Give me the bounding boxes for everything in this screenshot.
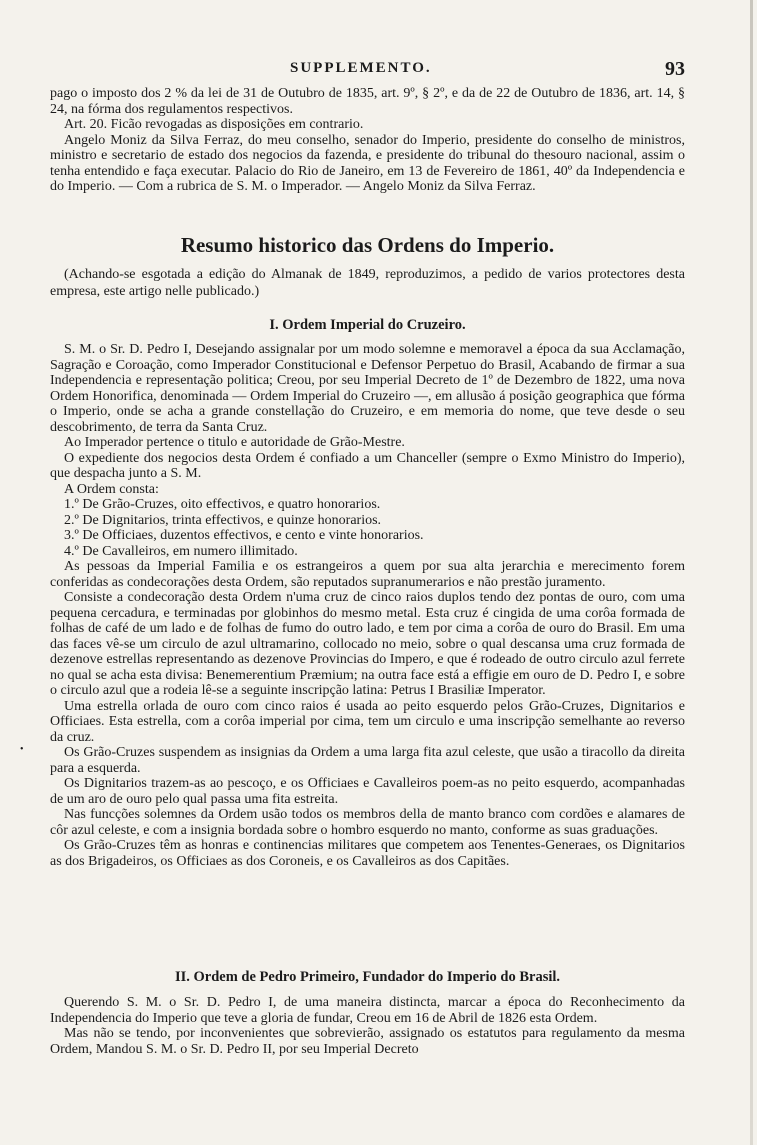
section-1-heading: I. Ordem Imperial do Cruzeiro.	[269, 317, 466, 333]
section-1-list-item: 1.º De Grão-Cruzes, oito effectivos, e quatro honorarios.	[64, 497, 381, 512]
decree-article-20: Art. 20. Ficão revogadas as disposições em contrario.	[64, 117, 364, 132]
page-edge	[750, 0, 753, 1145]
section-1-paragraph-1: S. M. o Sr. D. Pedro I, Desejando assignalar por um modo solemne e memoravel a época da sua Acclamação, Sagração e Coroação, como Imperador Constitucional e Defensor Perpetuo do Brasil, Acabando de firmar a sua Independencia e representação politica; Creou, por seu Imperial Decreto de 1º de Dezembro de 1822, uma nova Ordem Honorifica, denominada — Ordem Imperial do Cruzeiro —, em allusão á posição geographica que fórma o Imperio, onde se acha a grande constellação do Cruzeiro, e em memoria do nome, que teve desde o seu descobrimento, de terra da Santa Cruz.	[50, 342, 685, 435]
section-1-paragraph-10: Nas funcções solemnes da Ordem usão todos os membros della de manto branco com cordões e alamares de côr azul celeste, e com a insignia bordada sobre o hombro esquerdo no manto, conforme as suas graduações.	[50, 807, 685, 838]
running-head: SUPPLEMENTO.	[290, 60, 432, 76]
decree-signature: Angelo Moniz da Silva Ferraz, do meu conselho, senador do Imperio, presidente do conselho de ministros, ministro e secretario de estado dos negocios da fazenda, e presidente do tribunal do thesouro nacional, assim o tenha entendido e faça executar. Palacio do Rio de Janeiro, em 13 de Fevereiro de 1861, 40º da Independencia e do Imperio. — Com a rubrica de S. M. o Imperador. — Angelo Moniz da Silva Ferraz.	[50, 132, 685, 194]
section-1-paragraph-7: Uma estrella orlada de ouro com cinco raios é usada ao peito esquerdo pelos Grão-Cruzes, Dignitarios e Officiaes. Esta estrella, com a corôa imperial por cima, tem um circulo e uma inscripção semelhante ao reverso da cruz.	[50, 698, 685, 745]
section-2-paragraph-1: Querendo S. M. o Sr. D. Pedro I, de uma maneira distincta, marcar a época do Reconhecimento da Independencia do Imperio que teve a gloria de fundar, Creou em 16 de Abril de 1826 esta Ordem.	[50, 995, 685, 1026]
main-title-block	[50, 232, 685, 258]
section-2-body	[50, 995, 685, 1057]
section-1-paragraph-4: A Ordem consta:	[64, 481, 159, 497]
section-1-list-item: 4.º De Cavalleiros, em numero illimitado.	[64, 543, 298, 559]
decree-line-1: pago o imposto dos 2 % da lei de 31 de Outubro de 1835, art. 9º, § 2º, e da de 22 de Outubro de 1836, art. 14, § 24, na fórma dos regulamentos respectivos.	[50, 86, 685, 117]
section-1-paragraph-8: Os Grão-Cruzes suspendem as insignias da Ordem a uma larga fita azul celeste, que usão a tiracollo da direita para a esquerda.	[50, 745, 685, 776]
section-2-heading-block	[50, 968, 685, 986]
section-1-body	[50, 342, 685, 869]
section-1-paragraph-2: Ao Imperador pertence o titulo e autoridade de Grão-Mestre.	[64, 435, 405, 450]
section-1-paragraph-11: Os Grão-Cruzes têm as honras e continencias militares que competem aos Tenentes-Generaes, os Dignitarios as dos Brigadeiros, os Officiaes as dos Coroneis, e os Cavalleiros as dos Capitães.	[50, 838, 685, 869]
section-1-heading-block	[50, 316, 685, 334]
section-1-paragraph-3: O expediente dos negocios desta Ordem é confiado a um Chanceller (sempre o Exmo Ministro do Imperio), que despacha junto a S. M.	[50, 450, 685, 481]
section-2-paragraph-2: Mas não se tendo, por inconvenientes que sobrevierão, assignado os estatutos para regulamento da mesma Ordem, Mandou S. M. o Sr. D. Pedro II, por seu Imperial Decreto	[50, 1026, 685, 1057]
intro-block	[50, 266, 685, 300]
margin-mark: •	[20, 744, 24, 755]
intro-note: (Achando-se esgotada a edição do Almanak de 1849, reproduzimos, a pedido de varios protectores desta empresa, este artigo nelle publicado.)	[50, 267, 685, 299]
page-number: 93	[665, 58, 685, 80]
main-title: Resumo historico das Ordens do Imperio.	[180, 233, 555, 257]
section-1-paragraph-6: Consiste a condecoração desta Ordem n'uma cruz de cinco raios duplos tendo dez pontas de ouro, com uma pequena cercadura, e terminadas por globinhos do mesmo metal. Esta cruz é cingida de uma corôa formada de folhas de café de um lado e de folhas de fumo do outro lado, e tem por cima a corôa de ouro do Brasil. Em uma das faces vê-se um circulo de azul ultramarino, collocado no meio, sobre o qual descansa uma cruz formada de dezenove estrellas representando as dezenove Provincias do Impero, e que é rodeado de outro circulo azul ferrete no qual se acha esta divisa: Benemerentium Præmium; na outra face está a effigie em ouro de D. Pedro I, e sobre o circulo azul que a rodeia lê-se a seguinte inscripção latina: Petrus I Brasiliæ Imperator.	[50, 590, 685, 698]
section-1-list-item: 2.º De Dignitarios, trinta effectivos, e quinze honorarios.	[64, 512, 382, 528]
section-2-heading: II. Ordem de Pedro Primeiro, Fundador do Imperio do Brasil.	[174, 969, 561, 985]
section-1-paragraph-9: Os Dignitarios trazem-as ao pescoço, e os Officiaes e Cavalleiros poem-as no peito esquerdo, acompanhadas de um aro de ouro pelo qual passa uma fita estreita.	[50, 776, 685, 807]
section-1-list-item: 3.º De Officiaes, duzentos effectivos, e cento e vinte honorarios.	[64, 528, 424, 543]
page-header	[50, 58, 685, 82]
decree-block	[50, 86, 685, 195]
section-1-paragraph-5: As pessoas da Imperial Familia e os estrangeiros a quem por sua alta jerarchia e merecimento forem conferidas as condecorações desta Ordem, são reputados supranumerarios e não prestão juramento.	[50, 559, 685, 590]
